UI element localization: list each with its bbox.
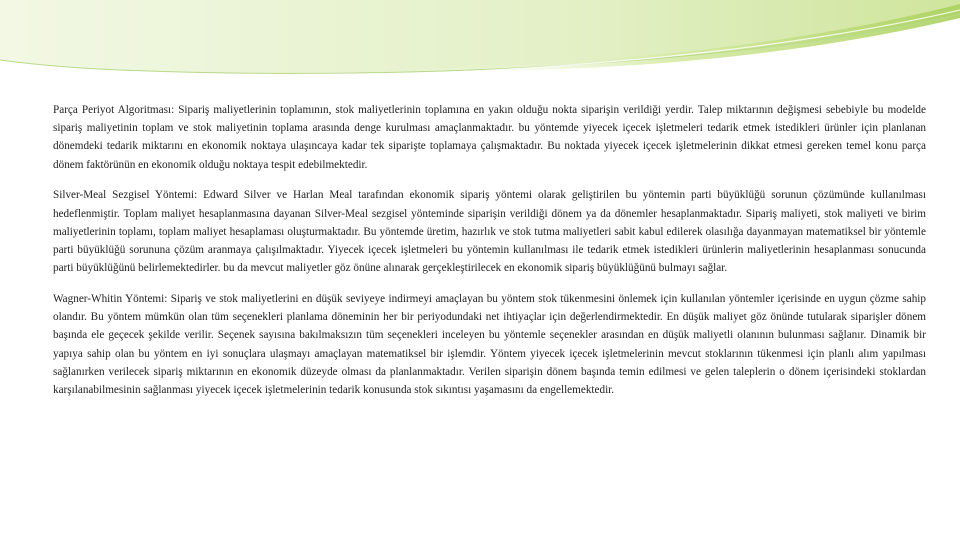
paragraph-silver-meal: Silver-Meal Sezgisel Yöntemi: Edward Silver ve Harlan Meal tarafından ekonomik sipariş yöntemi olarak geliştirilen bu yöntemin parti büyüklüğü sorunun çözümünde kullanılması hedeflenmiştir. Toplam maliyet hesaplanmasına dayanan Silver-Meal sezgisel yönteminde siparişin verildiği dönem ya da dönemler hesaplanmaktadır. Sipariş maliyeti, stok maliyeti ve birim maliyetlerinin toplamı, toplam maliyet hesaplaması oluşturmaktadır. Bu yöntemde üretim, hazırlık ve stok tutma maliyetleri sabit kabul edilerek olasılığa dayanmayan matematiksel bir yöntemle parti büyüklüğü sorununa çözüm aranmaya çalışılmaktadır. Yiyecek içecek işletmeleri bu yöntemin kullanılması ile tedarik etmek istedikleri ürünlerin maliyetlerinin hesaplanması sonucunda parti büyüklüğünü belirlemektedirler. bu da mevcut maliyetler göz önüne alınarak gerçekleştirilecek en ekonomik sipariş büyüklüğünü bulmayı sağlar. xyxy=(53,189,926,275)
header-swoosh-decoration xyxy=(0,0,960,90)
body-text xyxy=(53,101,926,412)
paragraph-parca-periyot: Parça Periyot Algoritması: Sipariş maliyetlerinin toplamının, stok maliyetlerinin toplamına en yakın olduğu nokta siparişin verildiği yerdir. Talep miktarının değişmesi sebebiyle bu modelde sipariş maliyetinin toplam ve stok maliyetinin toplama arasında denge kurulması amaçlanmaktadır. bu yöntemde yiyecek içecek işletmeleri tedarik etmek istedikleri ürünler için planlanan dönemdeki tedarik miktarını en ekonomik noktaya ulaşıncaya kadar tek siparişte toplamaya çalışmaktadır. Bu noktada yiyecek içecek işletmelerinin dikkat etmesi gereken temel konu parça dönem faktörünün en ekonomik olduğu noktaya tespit edebilmektedir. xyxy=(53,104,926,171)
paragraph-wagner-whitin: Wagner-Whitin Yöntemi: Sipariş ve stok maliyetlerini en düşük seviyeye indirmeyi amaçlayan bu yöntem stok tükenmesini önlemek için kullanılan yöntemler içerisinde en uygun çözme sahip olandır. Bu yöntem mümkün olan tüm seçenekleri planlama döneminin her bir periyodundaki net ihtiyaçlar için değerlendirmektedir. En düşük maliyet göz önünde tutularak siparişler dönem başında ele geçecek şekilde verilir. Seçenek sayısına bakılmaksızın tüm seçenekleri inceleyen bu yöntemle seçenekler arasından en düşük maliyetli olanının bulunması sağlanır. Dinamik bir yapıya sahip olan bu yöntem en iyi sonuçlara ulaşmayı amaçlayan matematiksel bir işlemdir. Yöntem yiyecek içecek işletmelerinin mevcut stoklarının tükenmesi için planlı alım yapılması sağlanırken verilecek sipariş miktarının en ekonomik düzeyde olması da planlanmaktadır. Verilen siparişin dönem başında temin edilmesi ve gelen taleplerin o dönem içerisindeki stoklardan karşılanabilmesinin sağlanması yiyecek içecek işletmelerinin tedarik konusunda stok sıkıntısı yaşamasını da engellemektedir. xyxy=(53,293,926,397)
